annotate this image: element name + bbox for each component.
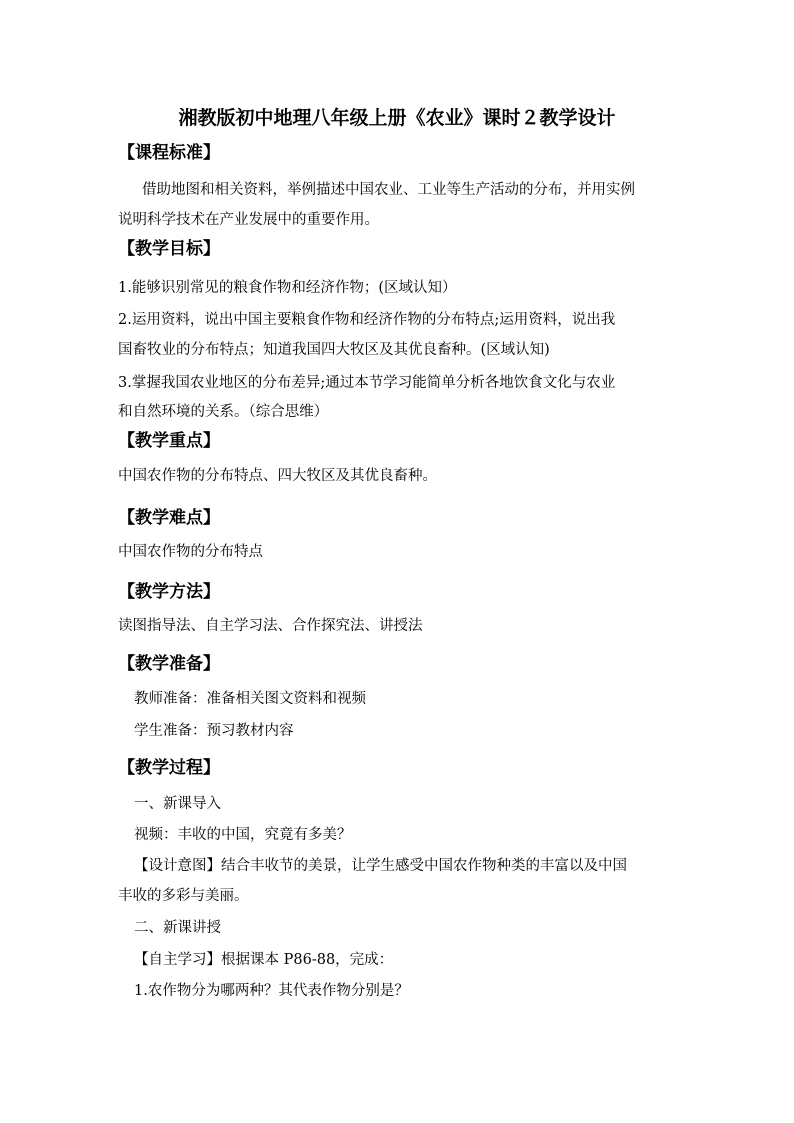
paragraph-line: 学生准备：预习教材内容 [134,723,294,739]
paragraph-line: 中国农作物的分布特点、四大牧区及其优良畜种。 [118,468,437,484]
paragraph-line: 借助地图和相关资料，举例描述中国农业、工业等生产活动的分布，并用实例 [142,182,635,198]
heading-course-standard: 【课程标准】 [118,143,220,163]
paragraph-line: 二、新课讲授 [134,920,221,936]
paragraph-line: 1.能够识别常见的粮食作物和经济作物；(区域认知） [118,280,457,296]
paragraph-line: 【设计意图】结合丰收节的美景，让学生感受中国农作物种类的丰富以及中国 [134,858,627,874]
heading-teaching-objectives: 【教学目标】 [118,239,220,259]
heading-key-points: 【教学重点】 [118,431,220,451]
heading-teaching-process: 【教学过程】 [118,758,220,778]
heading-teaching-methods: 【教学方法】 [118,582,220,602]
paragraph-line: 说明科学技术在产业发展中的重要作用。 [118,212,379,228]
paragraph-line: 3.掌握我国农业地区的分布差异;通过本节学习能简单分析各地饮食文化与农业 [118,375,616,391]
paragraph-line: 2.运用资料，说出中国主要粮食作物和经济作物的分布特点;运用资料，说出我 [118,312,616,328]
paragraph-line: 【自主学习】根据课本 P86-88，完成： [134,952,394,968]
paragraph-line: 和自然环境的关系。（综合思维） [118,404,329,420]
heading-difficulties: 【教学难点】 [118,508,220,528]
paragraph-line: 丰收的多彩与美丽。 [118,888,249,904]
paragraph-line: 视频：丰收的中国，究竟有多美？ [134,827,352,843]
heading-preparation: 【教学准备】 [118,654,220,674]
paragraph-line: 1.农作物分为哪两种？其代表作物分别是？ [134,983,409,999]
paragraph-line: 读图指导法、自主学习法、合作探究法、讲授法 [118,618,423,634]
paragraph-line: 中国农作物的分布特点 [118,544,263,560]
paragraph-line: 国畜牧业的分布特点；知道我国四大牧区及其优良畜种。(区域认知) [118,342,550,358]
page-title: 湘教版初中地理八年级上册《农业》课时２教学设计 [178,107,616,129]
paragraph-line: 教师准备：准备相关图文资料和视频 [134,691,366,707]
paragraph-line: 一、新课导入 [134,796,221,812]
